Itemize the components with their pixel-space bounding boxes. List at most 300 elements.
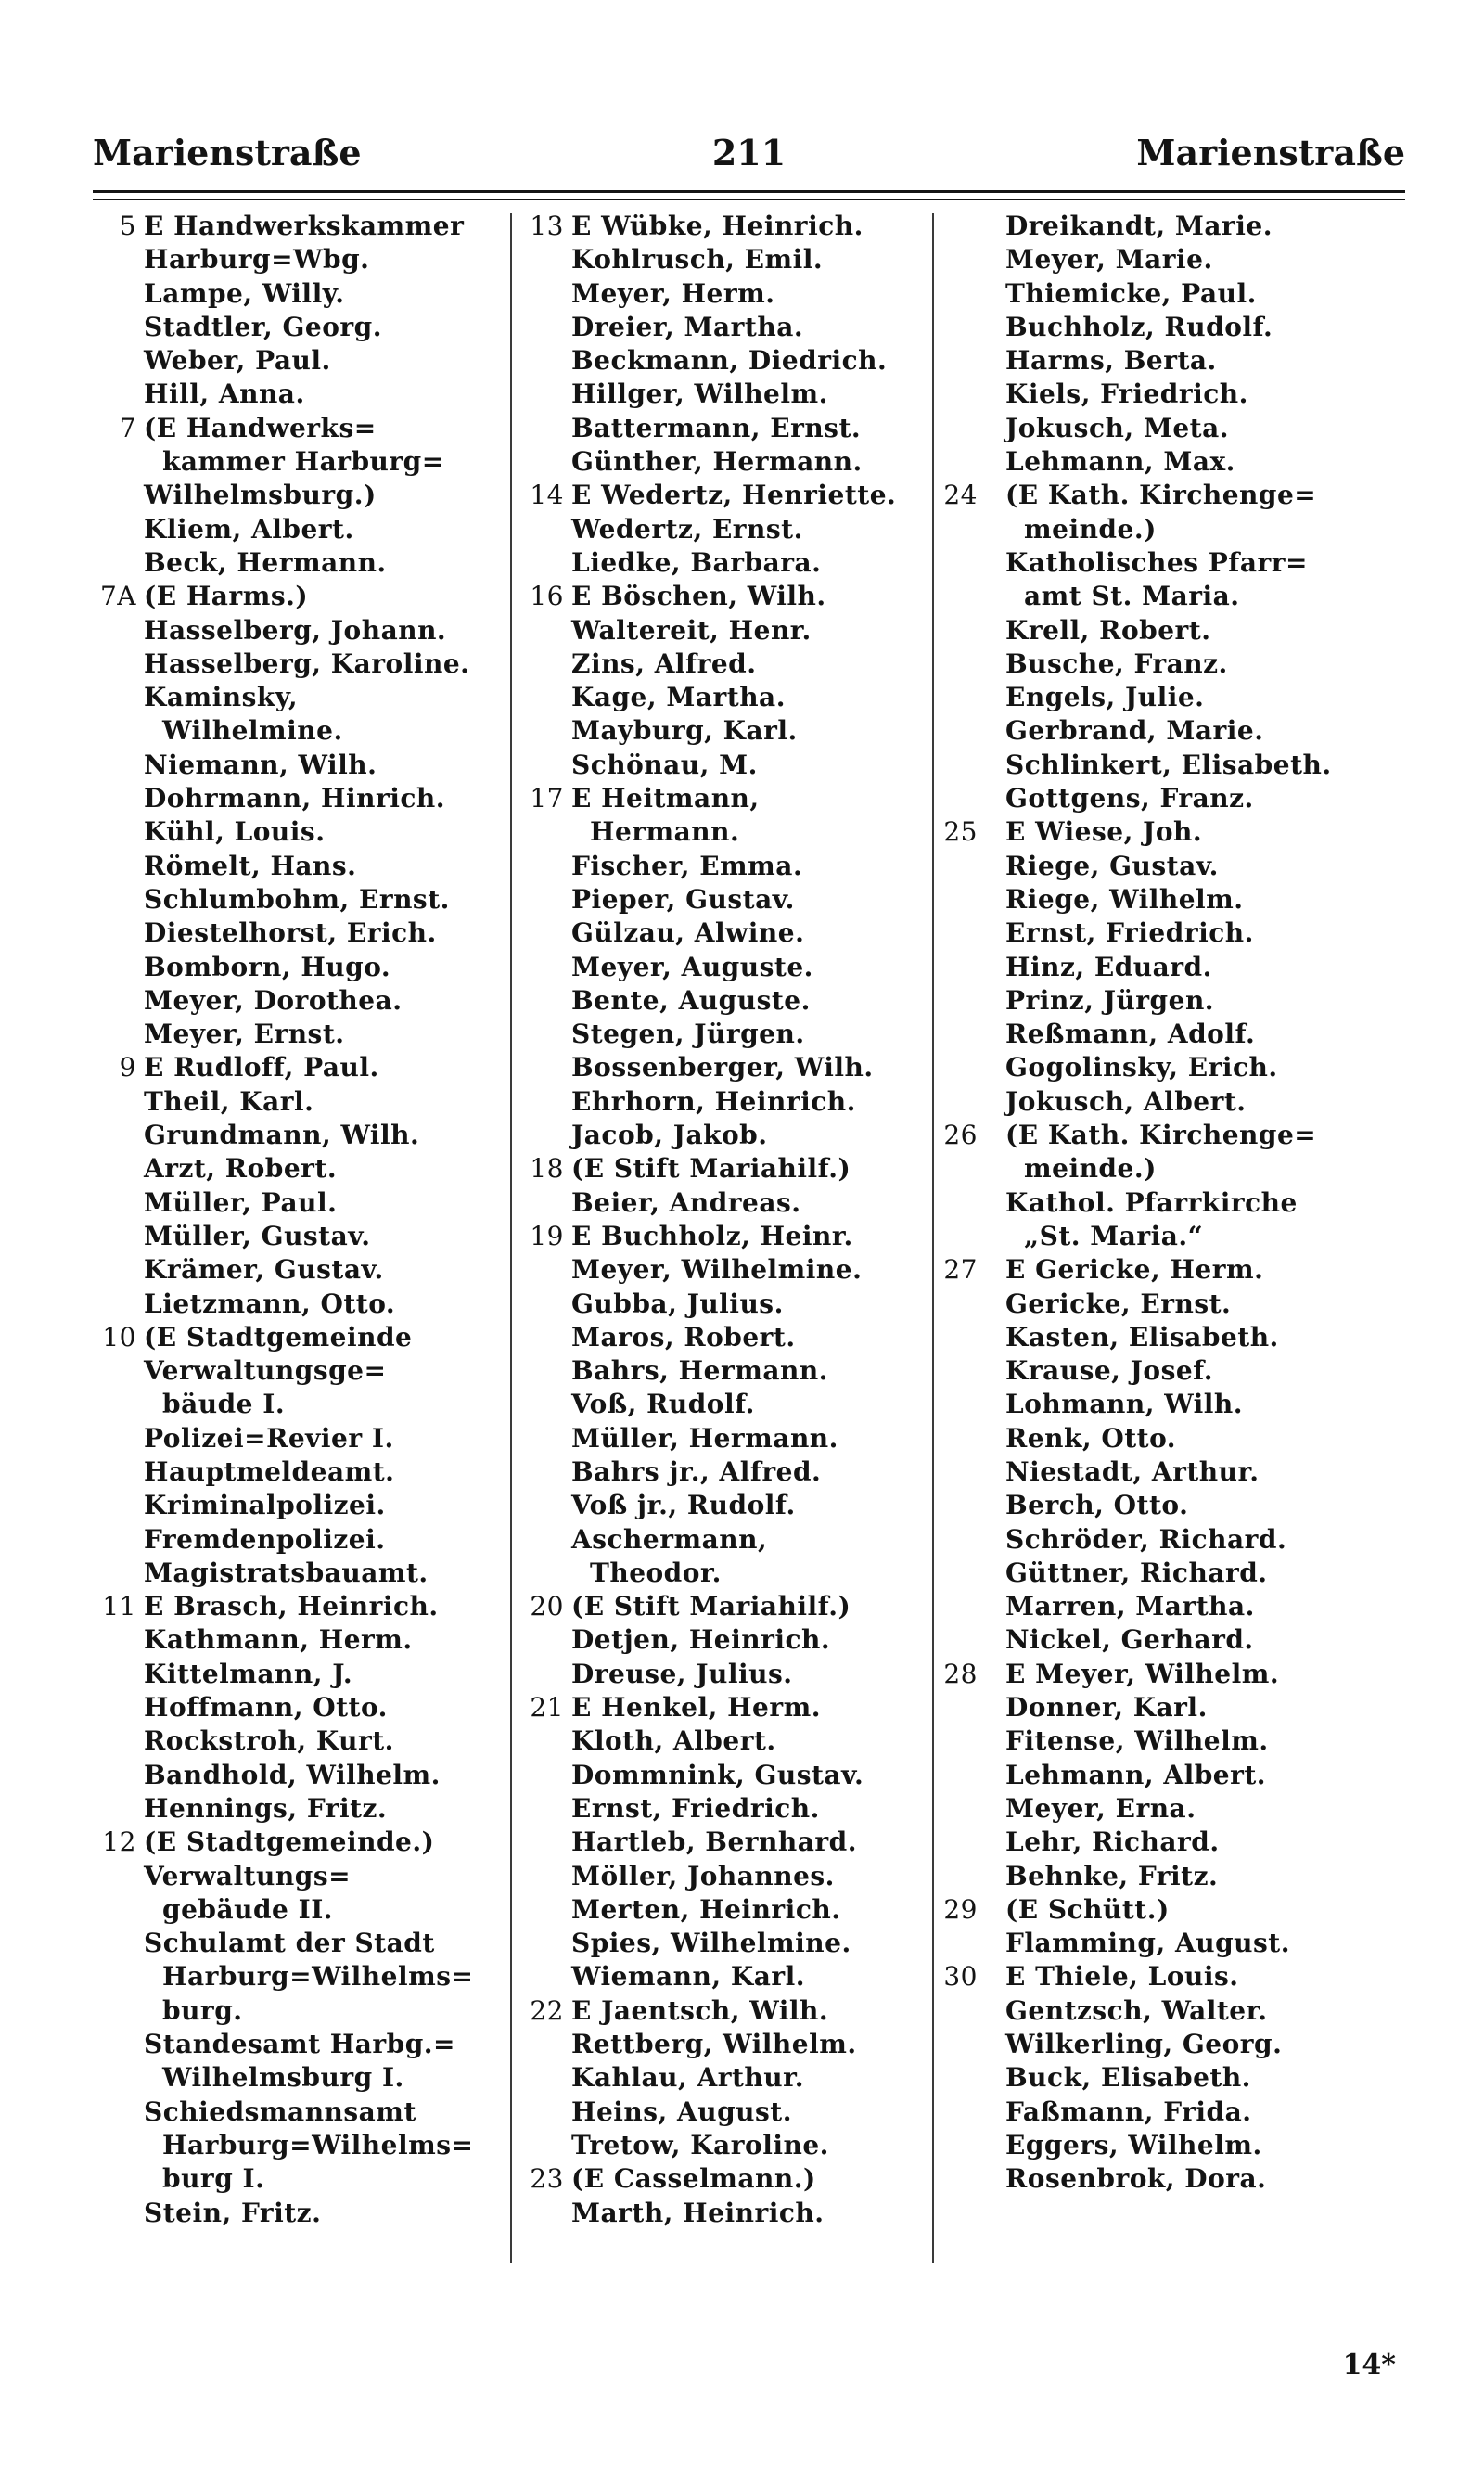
resident-name: (E Handwerks=: [144, 412, 377, 443]
directory-entry: [939, 883, 1407, 917]
directory-entry: [88, 883, 505, 917]
directory-entry: [516, 1119, 928, 1152]
resident-name: Lohmann, Wilh.: [1005, 1389, 1244, 1420]
resident-name: Harburg=Wilhelms=: [162, 2129, 474, 2160]
resident-name: (E Stadtgemeinde.): [144, 1827, 435, 1858]
directory-entry: [939, 1792, 1407, 1826]
directory-entry: [939, 513, 1407, 546]
running-head-right: Marienstraße: [1136, 132, 1405, 173]
resident-name: Pieper, Gustav.: [571, 883, 795, 915]
resident-name: Niemann, Wilh.: [144, 749, 377, 780]
resident-name: E Thiele, Louis.: [1005, 1961, 1239, 1993]
directory-entry: [939, 2096, 1407, 2129]
directory-entry: [88, 614, 505, 647]
directory-entry: [516, 412, 928, 445]
resident-name: Kathmann, Herm.: [144, 1624, 413, 1656]
resident-name: gebäude II.: [162, 1893, 334, 1925]
resident-name: E Buchholz, Heinr.: [571, 1220, 853, 1251]
resident-name: E Heitmann,: [571, 783, 760, 814]
directory-entry: [516, 1321, 928, 1354]
resident-name: Gogolinsky, Erich.: [1005, 1052, 1278, 1083]
directory-entry: [516, 1051, 928, 1084]
directory-entry: [939, 243, 1407, 276]
directory-entry: [516, 1354, 928, 1388]
resident-name: Krell, Robert.: [1005, 614, 1211, 646]
directory-entry: [516, 580, 928, 613]
house-number: 29: [943, 1893, 978, 1925]
resident-name: Kaminsky,: [144, 682, 299, 713]
directory-entry: [939, 681, 1407, 714]
resident-name: bäude I.: [162, 1389, 286, 1420]
directory-entry: [939, 277, 1407, 311]
directory-entry: [88, 1994, 505, 2028]
directory-entry: [939, 1658, 1407, 1691]
resident-name: Gerbrand, Marie.: [1005, 715, 1264, 747]
resident-name: meinde.): [1024, 513, 1157, 545]
directory-entry: [516, 782, 928, 815]
directory-entry: [88, 546, 505, 580]
resident-name: Wilhelmine.: [162, 715, 343, 747]
directory-entry: [88, 1691, 505, 1724]
directory-entry: [939, 984, 1407, 1018]
resident-name: Grundmann, Wilh.: [144, 1120, 420, 1151]
resident-name: Renk, Otto.: [1005, 1422, 1177, 1454]
directory-entry: [516, 1893, 928, 1927]
resident-name: E Henkel, Herm.: [571, 1692, 821, 1724]
directory-entry: [88, 1220, 505, 1253]
directory-entry: [516, 1018, 928, 1051]
resident-name: (E Kath. Kirchenge=: [1005, 480, 1317, 511]
directory-entry: [516, 1455, 928, 1489]
resident-name: Hillger, Wilhelm.: [571, 378, 828, 410]
resident-name: Jokusch, Meta.: [1005, 412, 1229, 443]
directory-entry: [88, 1085, 505, 1119]
house-number: 11: [102, 1591, 136, 1622]
directory-entry: [88, 580, 505, 613]
directory-column-1: [88, 210, 505, 2230]
resident-name: Reßmann, Adolf.: [1005, 1019, 1256, 1050]
resident-name: Müller, Hermann.: [571, 1422, 838, 1454]
directory-entry: [88, 2197, 505, 2230]
house-number: 7A: [99, 581, 136, 612]
resident-name: Buchholz, Rudolf.: [1005, 311, 1273, 342]
resident-name: Weber, Paul.: [144, 345, 331, 377]
resident-name: Güttner, Richard.: [1005, 1557, 1268, 1588]
directory-entry: [88, 1927, 505, 1960]
resident-name: (E Schütt.): [1005, 1893, 1170, 1925]
resident-name: Heins, August.: [571, 2096, 792, 2127]
directory-entry: [516, 2129, 928, 2162]
directory-entry: [516, 1253, 928, 1287]
resident-name: Krämer, Gustav.: [144, 1254, 384, 1286]
resident-name: Verwaltungsge=: [144, 1355, 387, 1387]
resident-name: Meyer, Marie.: [1005, 244, 1213, 276]
resident-name: Busche, Franz.: [1005, 647, 1228, 679]
column-divider: [932, 213, 934, 2263]
resident-name: Kloth, Albert.: [571, 1725, 776, 1757]
resident-name: Niestadt, Arthur.: [1005, 1455, 1260, 1487]
resident-name: Ehrhorn, Heinrich.: [571, 1085, 856, 1117]
resident-name: Kage, Martha.: [571, 682, 786, 713]
resident-name: Harms, Berta.: [1005, 345, 1217, 377]
resident-name: Stein, Fritz.: [144, 2197, 322, 2228]
resident-name: Nickel, Gerhard.: [1005, 1624, 1254, 1656]
directory-column-2: [516, 210, 928, 2230]
directory-entry: [516, 749, 928, 782]
directory-entry: [516, 1422, 928, 1455]
directory-entry: [939, 1691, 1407, 1724]
directory-entry: [88, 749, 505, 782]
resident-name: Ernst, Friedrich.: [1005, 917, 1254, 949]
directory-entry: [88, 479, 505, 512]
resident-name: Hauptmeldeamt.: [144, 1455, 395, 1487]
house-number: 27: [943, 1254, 978, 1286]
resident-name: Maros, Robert.: [571, 1321, 796, 1352]
resident-name: Dohrmann, Hinrich.: [144, 783, 446, 814]
directory-entry: [939, 1590, 1407, 1623]
directory-entry: [88, 445, 505, 479]
resident-name: Hoffmann, Otto.: [144, 1692, 388, 1724]
directory-entry: [516, 546, 928, 580]
resident-name: Berch, Otto.: [1005, 1490, 1189, 1521]
directory-entry: [516, 1085, 928, 1119]
directory-entry: [939, 1288, 1407, 1321]
directory-entry: [516, 1860, 928, 1893]
resident-name: Arzt, Robert.: [144, 1153, 338, 1185]
resident-name: Stadtler, Georg.: [144, 311, 382, 342]
house-number: 23: [530, 2163, 564, 2195]
house-number: 21: [530, 1692, 564, 1724]
directory-entry: [88, 714, 505, 748]
resident-name: Meyer, Dorothea.: [144, 984, 403, 1016]
directory-entry: [88, 1792, 505, 1826]
directory-entry: [939, 1489, 1407, 1522]
resident-name: (E Stift Mariahilf.): [571, 1591, 851, 1622]
resident-name: Müller, Gustav.: [144, 1220, 371, 1251]
directory-entry: [939, 2162, 1407, 2196]
resident-name: Hasselberg, Johann.: [144, 614, 447, 646]
directory-entry: [516, 850, 928, 883]
resident-name: Diestelhorst, Erich.: [144, 917, 437, 949]
directory-entry: [516, 951, 928, 984]
directory-entry: [516, 378, 928, 411]
resident-name: Theil, Karl.: [144, 1085, 314, 1117]
resident-name: Merten, Heinrich.: [571, 1893, 841, 1925]
directory-entry: [939, 1623, 1407, 1657]
resident-name: E Gericke, Herm.: [1005, 1254, 1264, 1286]
resident-name: Bomborn, Hugo.: [144, 951, 391, 982]
resident-name: Liedke, Barbara.: [571, 546, 822, 578]
resident-name: Beck, Hermann.: [144, 546, 387, 578]
house-number: 12: [102, 1827, 136, 1858]
directory-entry: [88, 2129, 505, 2162]
directory-entry: [939, 1085, 1407, 1119]
resident-name: Wilhelmsburg.): [144, 480, 377, 511]
house-number: 14: [530, 480, 564, 511]
directory-entry: [516, 445, 928, 479]
resident-name: Harburg=Wbg.: [144, 244, 370, 276]
directory-entry: [516, 984, 928, 1018]
resident-name: Dreuse, Julius.: [571, 1658, 793, 1689]
directory-entry: [939, 311, 1407, 344]
resident-name: Meyer, Auguste.: [571, 951, 813, 982]
resident-name: Stegen, Jürgen.: [571, 1019, 805, 1050]
directory-entry: [516, 1724, 928, 1758]
directory-entry: [88, 647, 505, 681]
house-number: 7: [119, 412, 136, 443]
house-number: 25: [943, 816, 978, 848]
resident-name: Engels, Julie.: [1005, 682, 1205, 713]
directory-entry: [516, 513, 928, 546]
resident-name: Bandhold, Wilhelm.: [144, 1759, 441, 1790]
directory-entry: [939, 378, 1407, 411]
directory-entry: [516, 1658, 928, 1691]
resident-name: Waltereit, Henr.: [571, 614, 812, 646]
resident-name: Gottgens, Franz.: [1005, 783, 1254, 814]
resident-name: Dreier, Martha.: [571, 311, 804, 342]
house-number: 20: [530, 1591, 564, 1622]
house-number: 22: [530, 1994, 564, 2026]
directory-entry: [939, 412, 1407, 445]
directory-entry: [939, 1018, 1407, 1051]
resident-name: E Rudloff, Paul.: [144, 1052, 379, 1083]
resident-name: Günther, Hermann.: [571, 446, 863, 478]
directory-entry: [939, 1759, 1407, 1792]
directory-entry: [88, 1724, 505, 1758]
directory-entry: [516, 714, 928, 748]
house-number: 30: [943, 1961, 978, 1993]
resident-name: Donner, Karl.: [1005, 1692, 1208, 1724]
resident-name: (E Harms.): [144, 581, 309, 612]
directory-entry: [88, 513, 505, 546]
directory-entry: [516, 1691, 928, 1724]
resident-name: Hermann.: [590, 816, 740, 848]
directory-entry: [939, 2061, 1407, 2095]
resident-name: Rettberg, Wilhelm.: [571, 2029, 857, 2060]
resident-name: E Böschen, Wilh.: [571, 581, 826, 612]
house-number: 28: [943, 1658, 978, 1689]
resident-name: Beier, Andreas.: [571, 1186, 801, 1218]
resident-name: Schulamt der Stadt: [144, 1928, 435, 1959]
resident-name: Voß, Rudolf.: [571, 1389, 755, 1420]
resident-name: Verwaltungs=: [144, 1860, 352, 1891]
resident-name: Battermann, Ernst.: [571, 412, 862, 443]
directory-entry: [88, 782, 505, 815]
resident-name: Kittelmann, J.: [144, 1658, 353, 1689]
directory-entry: [516, 277, 928, 311]
directory-entry: [939, 1152, 1407, 1186]
resident-name: Gentzsch, Walter.: [1005, 1994, 1268, 2026]
directory-entry: [939, 1354, 1407, 1388]
resident-name: Harburg=Wilhelms=: [162, 1961, 474, 1993]
directory-entry: [88, 815, 505, 849]
directory-entry: [88, 2096, 505, 2129]
resident-name: Bente, Auguste.: [571, 984, 811, 1016]
resident-name: Spies, Wilhelmine.: [571, 1928, 851, 1959]
directory-entry: [939, 1557, 1407, 1590]
resident-name: Flamming, August.: [1005, 1928, 1290, 1959]
resident-name: Bahrs, Hermann.: [571, 1355, 828, 1387]
directory-entry: [516, 2197, 928, 2230]
resident-name: Schönau, M.: [571, 749, 758, 780]
resident-name: Buck, Elisabeth.: [1005, 2062, 1251, 2094]
resident-name: E Wübke, Heinrich.: [571, 211, 864, 241]
house-number: 9: [119, 1052, 136, 1083]
directory-entry: [88, 1051, 505, 1084]
resident-name: Voß jr., Rudolf.: [571, 1490, 796, 1521]
directory-entry: [939, 815, 1407, 849]
directory-entry: [939, 749, 1407, 782]
directory-entry: [516, 344, 928, 378]
column-divider: [510, 213, 512, 2263]
resident-name: Marren, Martha.: [1005, 1591, 1255, 1622]
directory-entry: [88, 1893, 505, 1927]
resident-name: Schiedsmannsamt: [144, 2096, 416, 2127]
directory-entry: [516, 1220, 928, 1253]
resident-name: Beckmann, Diedrich.: [571, 345, 888, 377]
house-number: 26: [943, 1120, 978, 1151]
resident-name: Wedertz, Ernst.: [571, 513, 803, 545]
directory-entry: [516, 1759, 928, 1792]
directory-entry: [939, 1321, 1407, 1354]
resident-name: E Wiese, Joh.: [1005, 816, 1203, 848]
directory-entry: [939, 1220, 1407, 1253]
header-rule-thin: [93, 199, 1405, 200]
directory-entry: [88, 378, 505, 411]
resident-name: E Meyer, Wilhelm.: [1005, 1658, 1280, 1689]
directory-entry: [88, 1119, 505, 1152]
resident-name: Müller, Paul.: [144, 1186, 338, 1218]
directory-entry: [516, 681, 928, 714]
directory-entry: [939, 951, 1407, 984]
directory-entry: [939, 479, 1407, 512]
resident-name: Tretow, Karoline.: [571, 2129, 829, 2160]
directory-entry: [516, 243, 928, 276]
directory-entry: [88, 210, 505, 243]
directory-entry: [88, 1455, 505, 1489]
directory-entry: [88, 1826, 505, 1859]
resident-name: Kriminalpolizei.: [144, 1490, 386, 1521]
directory-entry: [516, 917, 928, 950]
resident-name: Kliem, Albert.: [144, 513, 354, 545]
resident-name: Wilkerling, Georg.: [1005, 2029, 1283, 2060]
resident-name: Standesamt Harbg.=: [144, 2029, 455, 2060]
resident-name: Schlumbohm, Ernst.: [144, 883, 450, 915]
directory-entry: [88, 2061, 505, 2095]
resident-name: Römelt, Hans.: [144, 850, 357, 881]
directory-entry: [939, 1724, 1407, 1758]
directory-entry: [516, 1186, 928, 1220]
directory-entry: [88, 850, 505, 883]
directory-entry: [939, 1119, 1407, 1152]
resident-name: Kasten, Elisabeth.: [1005, 1321, 1279, 1352]
resident-name: Theodor.: [590, 1557, 722, 1588]
directory-entry: [516, 311, 928, 344]
directory-entry: [939, 1826, 1407, 1859]
directory-entry: [88, 1759, 505, 1792]
resident-name: Marth, Heinrich.: [571, 2197, 825, 2228]
resident-name: Gubba, Julius.: [571, 1288, 784, 1319]
header-rule-thick: [93, 190, 1405, 193]
directory-entry: [939, 647, 1407, 681]
resident-name: (E Stadtgemeinde: [144, 1321, 413, 1352]
resident-name: Gericke, Ernst.: [1005, 1288, 1232, 1319]
resident-name: Lietzmann, Otto.: [144, 1288, 396, 1319]
directory-entry: [88, 1658, 505, 1691]
resident-name: Faßmann, Frida.: [1005, 2096, 1252, 2127]
directory-entry: [88, 917, 505, 950]
resident-name: Hennings, Fritz.: [144, 1792, 388, 1824]
resident-name: Lehmann, Max.: [1005, 446, 1235, 478]
resident-name: Fitense, Wilhelm.: [1005, 1725, 1269, 1757]
directory-entry: [88, 412, 505, 445]
resident-name: Detjen, Heinrich.: [571, 1624, 831, 1656]
resident-name: Bahrs jr., Alfred.: [571, 1455, 822, 1487]
resident-name: Möller, Johannes.: [571, 1860, 835, 1891]
directory-entry: [939, 1422, 1407, 1455]
resident-name: Kathol. Pfarrkirche: [1005, 1186, 1298, 1218]
house-number: 5: [119, 211, 136, 241]
resident-name: Lehmann, Albert.: [1005, 1759, 1267, 1790]
directory-entry: [88, 1590, 505, 1623]
directory-entry: [88, 1354, 505, 1388]
directory-entry: [939, 1893, 1407, 1927]
directory-entry: [516, 2061, 928, 2095]
resident-name: Lehr, Richard.: [1005, 1827, 1220, 1858]
directory-entry: [516, 1623, 928, 1657]
page-header: [93, 132, 1405, 178]
directory-entry: [939, 1253, 1407, 1287]
directory-entry: [939, 782, 1407, 815]
directory-entry: [88, 1288, 505, 1321]
resident-name: Wiemann, Karl.: [571, 1961, 805, 1993]
house-number: 17: [530, 783, 564, 814]
directory-entry: [939, 2028, 1407, 2061]
signature-mark: 14*: [1342, 2349, 1396, 2381]
resident-name: Polizei=Revier I.: [144, 1422, 394, 1454]
running-head-left: Marienstraße: [93, 132, 362, 173]
directory-entry: [939, 1455, 1407, 1489]
directory-entry: [88, 984, 505, 1018]
resident-name: Kühl, Louis.: [144, 816, 326, 848]
directory-entry: [88, 277, 505, 311]
resident-name: Dreikandt, Marie.: [1005, 211, 1273, 241]
resident-name: (E Casselmann.): [571, 2163, 816, 2195]
directory-entry: [939, 1051, 1407, 1084]
directory-entry: [516, 1826, 928, 1859]
directory-entry: [516, 1960, 928, 1993]
resident-name: Kohlrusch, Emil.: [571, 244, 824, 276]
directory-entry: [516, 2162, 928, 2196]
resident-name: Hinz, Eduard.: [1005, 951, 1212, 982]
resident-name: Mayburg, Karl.: [571, 715, 798, 747]
directory-entry: [88, 344, 505, 378]
directory-entry: [939, 210, 1407, 243]
directory-entry: [516, 1927, 928, 1960]
resident-name: Katholisches Pfarr=: [1005, 546, 1308, 578]
resident-name: Hasselberg, Karoline.: [144, 647, 470, 679]
directory-entry: [88, 951, 505, 984]
directory-entry: [516, 2096, 928, 2129]
directory-entry: [88, 1186, 505, 1220]
directory-entry: [516, 1994, 928, 2028]
directory-entry: [516, 1792, 928, 1826]
house-number: 16: [530, 581, 564, 612]
resident-name: (E Kath. Kirchenge=: [1005, 1120, 1317, 1151]
resident-name: Rosenbrok, Dora.: [1005, 2163, 1267, 2195]
resident-name: Krause, Josef.: [1005, 1355, 1213, 1387]
resident-name: Wilhelmsburg I.: [162, 2062, 404, 2094]
